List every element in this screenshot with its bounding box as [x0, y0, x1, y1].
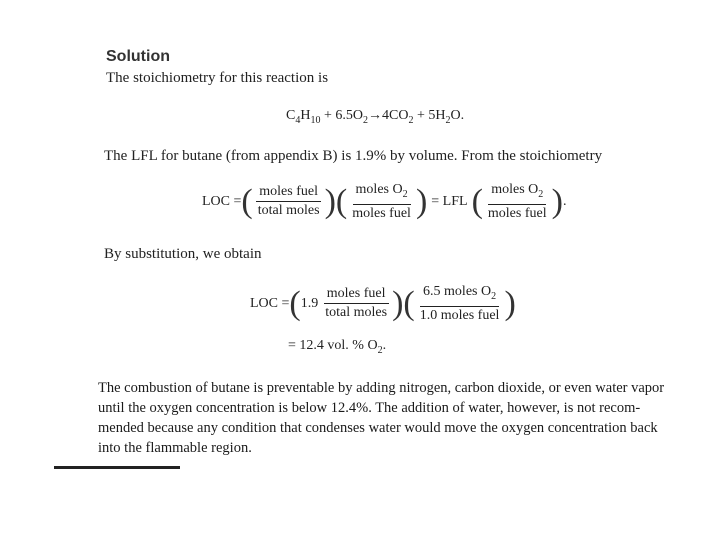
open-paren: (: [241, 182, 253, 220]
product-co2: 4CO: [381, 108, 409, 123]
reaction-equation: [286, 108, 464, 126]
fraction-numerator: [488, 182, 546, 205]
o2-subscript: 2: [491, 290, 497, 302]
fraction-denominator: total moles: [325, 305, 388, 321]
o2-subscript: 2: [538, 188, 544, 200]
conclusion-line-1: The combustion of butane is preventable by adding nitrogen, carbon dioxide, or even water vapor: [98, 380, 665, 396]
section-end-rule: [54, 466, 180, 469]
loc-label: LOC =: [202, 193, 242, 209]
result-text: = 12.4 vol. % O: [288, 338, 378, 353]
conclusion-line-2: until the oxygen concentration is below 12.4%. The addition of water, however, is not recom-: [98, 400, 641, 416]
close-paren: ): [392, 284, 404, 322]
numerator-text: moles O: [491, 182, 539, 197]
numerator-text: 6.5 moles O: [423, 284, 492, 299]
reactant-h: H: [300, 108, 311, 123]
conclusion-line-4: into the flammable region.: [98, 440, 252, 456]
close-paren: ): [504, 284, 516, 322]
h-subscript: 10: [310, 114, 321, 126]
fraction-numerator: [353, 182, 411, 205]
conclusion-line-3: mended because any condition that condenses water would move the oxygen concentration back: [98, 420, 658, 436]
equals-lfl: = LFL: [431, 193, 468, 209]
product-water-end: O.: [450, 108, 465, 123]
c-subscript: 4: [295, 114, 301, 126]
o2-subscript: 2: [402, 188, 408, 200]
loc-label: LOC =: [250, 295, 290, 311]
equation-period: .: [562, 193, 567, 209]
reactant-c: C: [286, 108, 296, 123]
open-paren: (: [471, 182, 483, 220]
plus-oxygen: + 6.5O: [323, 108, 363, 123]
loc-general-equation: [202, 182, 566, 222]
intro-line: The stoichiometry for this reaction is: [106, 70, 329, 86]
co2-subscript: 2: [408, 114, 414, 126]
result-period: .: [382, 338, 387, 353]
lfl-coefficient: 1.9: [300, 295, 319, 311]
substitution-line: By substitution, we obtain: [104, 246, 262, 262]
fraction-denominator: total moles: [257, 203, 320, 219]
o2-subscript: 2: [377, 344, 383, 356]
result-line: [288, 338, 386, 356]
close-paren: ): [415, 182, 428, 220]
fraction-o2-over-fuel: [349, 182, 414, 222]
loc-numeric-equation: [250, 284, 516, 324]
section-heading: Solution: [106, 48, 170, 65]
fraction-numerator: [420, 284, 499, 307]
fraction-o2-over-fuel: [417, 284, 503, 324]
h2o-subscript: 2: [445, 114, 451, 126]
open-paren: (: [289, 284, 301, 322]
numerator-text: moles O: [355, 182, 403, 197]
fraction-denominator: moles fuel: [487, 205, 547, 221]
fraction-numerator: moles fuel: [324, 286, 389, 304]
reaction-arrow: →: [367, 108, 382, 123]
o2-subscript: 2: [362, 114, 368, 126]
conclusion-paragraph: [98, 378, 664, 458]
plus-water: + 5H: [416, 108, 446, 123]
open-paren: (: [335, 182, 348, 220]
open-paren: (: [403, 284, 415, 322]
close-paren: ): [551, 182, 563, 220]
fraction-denominator: 1.0 moles fuel: [419, 307, 500, 323]
fraction-fuel-over-total: [322, 286, 390, 321]
close-paren: ): [324, 182, 336, 220]
fraction-fuel-over-total: [255, 184, 323, 219]
fraction-numerator: moles fuel: [256, 184, 321, 202]
lfl-line: The LFL for butane (from appendix B) is 1.9% by volume. From the stoichiometry: [104, 148, 603, 164]
fraction-o2-over-fuel-rhs: [485, 182, 550, 222]
fraction-denominator: moles fuel: [352, 205, 411, 221]
